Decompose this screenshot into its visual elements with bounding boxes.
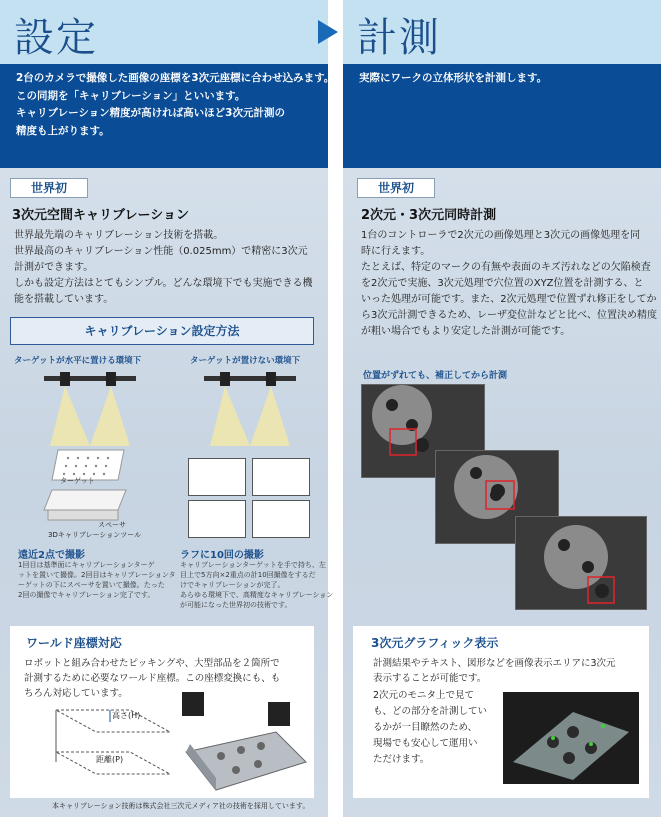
text-line: ーゲットの下にスペーサを置いて撮像。たった	[18, 581, 165, 589]
text-line: ロボットと組み合わせたピッキングや、大型部品を２箇所で	[24, 658, 280, 669]
body-line: いった処理が可能です。また、2次元処理で位置ずれ修正をしてか	[361, 294, 657, 305]
graphic-text-top	[373, 656, 616, 686]
tool-label: 3Dキャリブレーションツール	[48, 531, 142, 539]
world-first-badge: 世界初	[357, 178, 435, 198]
simultaneous-body	[361, 228, 657, 340]
simultaneous-heading: 2次元・3次元同時計測	[361, 208, 497, 223]
intro-line: この同期を「キャリブレーション」といいます。	[16, 89, 246, 102]
text-line: 1回目は基準面にキャリブレーションターゲ	[18, 561, 155, 569]
settings-header	[0, 0, 328, 64]
body-line: を2次元で実施、3次元処理で穴位置のXYZ位置を計測する、と	[361, 278, 644, 289]
text-line: 表示することが可能です。	[373, 673, 487, 684]
body-line: が粗い場合でもより安定した計測が可能です。	[361, 326, 571, 337]
text-line: あらゆる環境下で、高精度なキャリブレーション	[180, 591, 334, 599]
intro-line: 2台のカメラで撮像した画像の座標を3次元座標に合わせ込みます。	[16, 72, 335, 84]
text-line: 目上で5方向×2重点の計10回撮像をするだ	[180, 571, 316, 579]
target-image-3	[188, 500, 246, 538]
method-title: キャリブレーション設定方法	[10, 317, 314, 345]
height-label: 高さ(H)	[112, 711, 141, 720]
body-line: 世界最高のキャリブレーション性能（0.025mm）で精密に3次元	[14, 246, 308, 257]
target-image-1	[188, 458, 246, 496]
calibration-heading: 3次元空間キャリブレーション	[12, 208, 190, 223]
world-title: ワールド座標対応	[26, 636, 122, 650]
method-a-title: 遠近2点で撮影	[18, 550, 85, 561]
graphic-title: 3次元グラフィック表示	[371, 636, 499, 650]
target-label: ターゲット	[60, 477, 95, 485]
text-line: ちろん対応しています。	[24, 688, 128, 699]
body-line: 世界最先端のキャリブレーション技術を搭載。	[14, 230, 224, 241]
measurement-intro	[343, 64, 661, 168]
method-b-text	[180, 560, 333, 610]
spacer-label: スペーサ	[98, 521, 126, 529]
text-line: けでキャリブレーションが完了。	[180, 581, 285, 589]
env-a-caption: ターゲットが水平に置ける環境下	[14, 356, 142, 366]
measurement-column	[343, 0, 661, 817]
text-line: 計測結果やテキスト、図形などを画像表示エリアに3次元	[373, 658, 616, 669]
settings-title: 設定	[14, 15, 98, 61]
camera-rig-illustration-a	[40, 368, 140, 448]
text-line: るかが一目瞭然のため、	[373, 722, 478, 733]
settings-intro	[0, 64, 335, 168]
text-line: 2次元のモニタ上で見て	[373, 690, 475, 701]
world-first-badge: 世界初	[10, 178, 88, 198]
measurement-title: 計測	[357, 15, 441, 61]
camera-rig-illustration-b	[200, 368, 300, 448]
spacer-tool-icon	[40, 488, 130, 524]
text-line: が可能になった世界初の技術です。	[180, 601, 292, 609]
calibration-body	[14, 228, 313, 308]
body-line: 1台のコントローラで2次元の画像処理と3次元の画像処理を同	[361, 230, 641, 241]
text-line: も、どの部分を計測してい	[373, 706, 488, 717]
footnote: 本キャリブレーション技術は株式会社三次元メディア社の技術を採用しています。	[52, 802, 310, 810]
arrow-right-icon	[318, 20, 338, 44]
target-image-2	[252, 458, 310, 496]
graphic-text-side	[373, 688, 487, 768]
graphic-display-panel	[353, 626, 649, 798]
text-line: キャリブレーションターゲットを手で持ち、左	[180, 561, 326, 569]
text-line: 計測するために必要なワールド座標。この座標変換にも、も	[24, 673, 281, 684]
text-line: 現場でも安心して運用い	[373, 738, 478, 749]
intro-line: 実際にワークの立体形状を計測します。	[359, 72, 548, 84]
photo-caption: 位置がずれても、補正してから計測	[363, 371, 508, 381]
body-line: 計測ができます。	[14, 262, 94, 273]
measurement-header	[343, 0, 661, 64]
text-line: 2回の撮像でキャリブレーション完了です。	[18, 591, 155, 599]
body-line: たとえば、特定のマークの有無や表面のキズ汚れなどの欠陥検査	[361, 262, 651, 273]
body-line: ら3次元計測できるため、レーザ変位計などと比べ、位置決め精度	[361, 310, 657, 321]
robot-workpiece-illustration	[176, 692, 310, 792]
body-line: 時に行えます。	[361, 246, 431, 257]
target-image-4	[252, 500, 310, 538]
text-line: ただけます。	[373, 754, 430, 765]
method-a-text	[18, 560, 176, 600]
intro-line: キャリブレーション精度が高ければ高いほど3次元計測の	[16, 107, 285, 119]
workpiece-photo-3	[515, 516, 647, 610]
body-line: 能を搭載しています。	[14, 294, 114, 305]
world-coordinate-panel	[10, 626, 314, 798]
body-line: しかも設定方法はとてもシンプル。どんな環境下でも実施できる機	[14, 278, 313, 289]
method-b-title: ラフに10回の撮影	[180, 550, 264, 561]
distance-label: 距離(P)	[96, 755, 124, 764]
intro-line: 精度も上がります。	[16, 124, 110, 137]
text-line: ットを置いて撮像。2回目はキャリブレーションタ	[18, 571, 176, 579]
env-b-caption: ターゲットが置けない環境下	[190, 356, 301, 366]
3d-graphic-screenshot	[503, 692, 639, 784]
